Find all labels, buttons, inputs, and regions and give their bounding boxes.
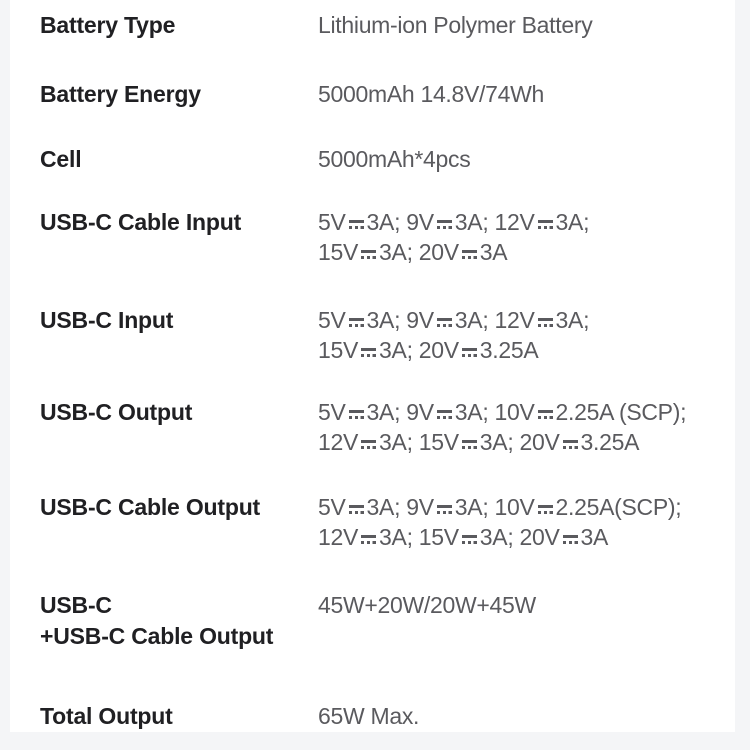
spec-label-text: +USB-C Cable Output — [40, 623, 274, 649]
spec-label — [40, 492, 318, 523]
spec-value — [318, 397, 686, 457]
spec-value-text: 5000mAh*4pcs — [318, 146, 471, 172]
spec-label-text: Battery Energy — [40, 81, 201, 107]
dc-symbol-icon — [437, 408, 452, 420]
dc-symbol-icon — [538, 503, 553, 515]
spec-row-total-output — [40, 701, 735, 732]
spec-value-text: Lithium-ion Polymer Battery — [318, 12, 593, 38]
spec-value-text: 5000mAh 14.8V/74Wh — [318, 81, 545, 107]
spec-value-text: 65W Max. — [318, 703, 420, 729]
dc-symbol-icon — [462, 248, 477, 260]
spec-row-usbc-output — [40, 397, 735, 457]
dc-symbol-icon — [462, 438, 477, 450]
spec-label — [40, 79, 318, 110]
dc-symbol-icon — [462, 346, 477, 358]
dc-symbol-icon — [361, 533, 376, 545]
spec-label — [40, 144, 318, 175]
dc-symbol-icon — [437, 218, 452, 230]
spec-label-text: USB-C Output — [40, 399, 193, 425]
spec-row-usbc-cable-output — [40, 492, 735, 552]
dc-symbol-icon — [563, 533, 578, 545]
spec-value-text: 12V 3A; 15V 3A; 20V 3.25A — [318, 429, 640, 455]
spec-value — [318, 10, 592, 40]
spec-label — [40, 701, 318, 732]
dc-symbol-icon — [538, 316, 553, 328]
spec-label-text: Battery Type — [40, 12, 176, 38]
dc-symbol-icon — [437, 316, 452, 328]
spec-value-text: 15V 3A; 20V 3.25A — [318, 337, 539, 363]
dc-symbol-icon — [349, 503, 364, 515]
spec-label — [40, 207, 318, 238]
spec-value-text: 5V 3A; 9V 3A; 12V 3A; — [318, 209, 590, 235]
spec-label-text: USB-C Input — [40, 307, 174, 333]
spec-value — [318, 701, 419, 731]
dc-symbol-icon — [361, 346, 376, 358]
dc-symbol-icon — [349, 218, 364, 230]
spec-label — [40, 590, 318, 652]
spec-row-battery-type — [40, 10, 735, 41]
spec-value-text: 5V 3A; 9V 3A; 10V 2.25A(SCP); — [318, 494, 682, 520]
spec-label-text: Total Output — [40, 703, 173, 729]
spec-label — [40, 397, 318, 428]
spec-value-text: 12V 3A; 15V 3A; 20V 3A — [318, 524, 609, 550]
spec-row-cell — [40, 144, 735, 175]
dc-symbol-icon — [349, 408, 364, 420]
spec-value-text: 5V 3A; 9V 3A; 12V 3A; — [318, 307, 590, 333]
spec-row-usbc-input — [40, 305, 735, 365]
dc-symbol-icon — [361, 438, 376, 450]
spec-label — [40, 10, 318, 41]
spec-value-text: 5V 3A; 9V 3A; 10V 2.25A (SCP); — [318, 399, 687, 425]
spec-row-battery-energy — [40, 79, 735, 110]
dc-symbol-icon — [349, 316, 364, 328]
dc-symbol-icon — [462, 533, 477, 545]
spec-label-text: USB-C Cable Output — [40, 494, 260, 520]
spec-table — [10, 0, 735, 732]
spec-value — [318, 305, 589, 365]
spec-label-text: USB-C Cable Input — [40, 209, 242, 235]
spec-value — [318, 492, 681, 552]
spec-value-text: 45W+20W/20W+45W — [318, 592, 536, 618]
spec-label — [40, 305, 318, 336]
spec-label-text: USB-C — [40, 592, 112, 618]
spec-card — [10, 0, 735, 732]
dc-symbol-icon — [563, 438, 578, 450]
spec-value — [318, 590, 536, 620]
dc-symbol-icon — [361, 248, 376, 260]
dc-symbol-icon — [538, 218, 553, 230]
spec-value — [318, 144, 470, 174]
spec-value — [318, 207, 589, 267]
spec-value — [318, 79, 544, 109]
dc-symbol-icon — [437, 503, 452, 515]
spec-row-usbc-plus-cable-output — [40, 590, 735, 652]
dc-symbol-icon — [538, 408, 553, 420]
spec-value-text: 15V 3A; 20V 3A — [318, 239, 508, 265]
spec-label-text: Cell — [40, 146, 82, 172]
spec-row-usbc-cable-input — [40, 207, 735, 267]
